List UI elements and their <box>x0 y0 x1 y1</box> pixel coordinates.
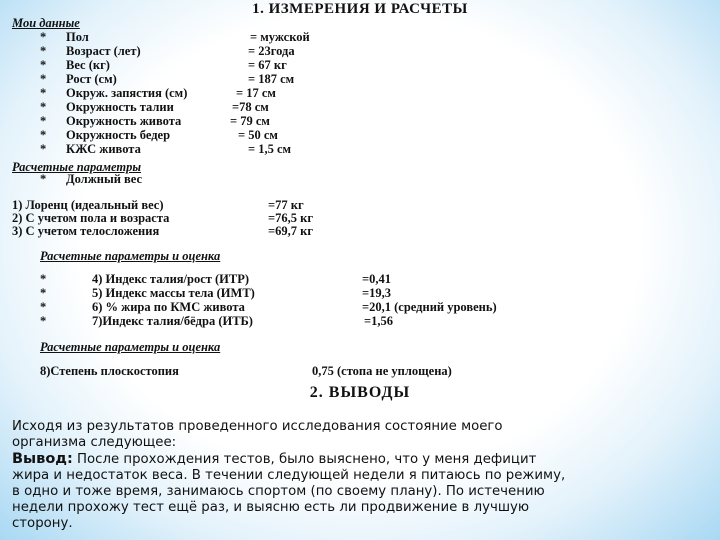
flatfoot-row: 8)Степень плоскостопия 0,75 (стопа не уплощена) <box>40 364 452 378</box>
conclusion-line-1: Вывод: После прохождения тестов, было выяснено, что у меня дефицит <box>12 451 537 467</box>
list-item: 3) С учетом телосложения =69,7 кг <box>12 224 314 238</box>
my-data-heading: Мои данные <box>12 16 80 30</box>
calc-params-heading: Расчетные параметры <box>12 160 142 174</box>
conclusion-line-2: жира и недостаток веса. В течении следующей недели я питаюсь по режиму, <box>12 468 566 483</box>
intro-line-1: Исходя из результатов проведенного исследования состояние моего <box>12 419 503 434</box>
conclusion-line-5: сторону. <box>12 516 73 531</box>
section-title-measurements: 1. ИЗМЕРЕНИЯ И РАСЧЕТЫ <box>252 1 468 17</box>
section-title-conclusions: 2. ВЫВОДЫ <box>309 384 411 401</box>
conclusion-line-3: в одно и тоже время, занимаюсь спортом (по своему плану). По истечению <box>12 484 545 499</box>
conclusion-line-4: недели прохожу тест ещё раз, и выясню есть ли продвижение в лучшую <box>12 500 530 515</box>
list-item: 1) Лоренц (идеальный вес) =77 кг <box>12 198 304 212</box>
conclusion-text <box>12 419 702 532</box>
slide: 1. ИЗМЕРЕНИЯ И РАСЧЕТЫ Мои данные * Пол = мужской * Возраст (лет) = 23года * Вес (кг) = 67 кг * Рост (см) = 187 см * Окруж. запястия (см) = 17 см * Окружность талии =78 см * Окружность живота = 79 см * Окружность бедер = 50 см * КЖС живота = 1,5 см Расчетные параметры * Должный вес 1) Лоренц (идеальный вес) =77 кг 2) С учетом пола и возраста =76,5 кг 3) С учетом телосложения =69,7 кг Расчетные параметры и оценка * 4) Индекс талия/рост (ИТР) =0,41 * 5) Индекс массы тела (ИМТ) =19,3 * 6) % жира по КМС живота =20,1 (средний уровень) * 7)Индекс талия/бёдра (ИТБ) =1,56 Расчетные параметры и оценка 8)Степень плоскостопия 0,75 (стопа не уплощена) 2. ВЫВОДЫ Исходя из результатов проведенного исследования состояние моего организма следующее: Вывод: После прохождения тестов, было выяснено, что у меня дефицит жира и недостаток веса. В течении следующей недели я питаюсь по режиму, в одно и тоже время, занимаюсь спортом (по своему плану). По истечению недели прохожу тест ещё раз, и выясню есть ли продвижение в лучшую сторону. <box>0 0 720 540</box>
intro-line-2: организма следующее: <box>12 435 177 450</box>
calc-assessment-heading: Расчетные параметры и оценка <box>40 249 221 263</box>
conclusion-label: Вывод: <box>12 451 73 467</box>
calc-assessment-heading-2: Расчетные параметры и оценка <box>40 340 221 354</box>
list-item: 2) С учетом пола и возраста =76,5 кг <box>12 211 314 225</box>
